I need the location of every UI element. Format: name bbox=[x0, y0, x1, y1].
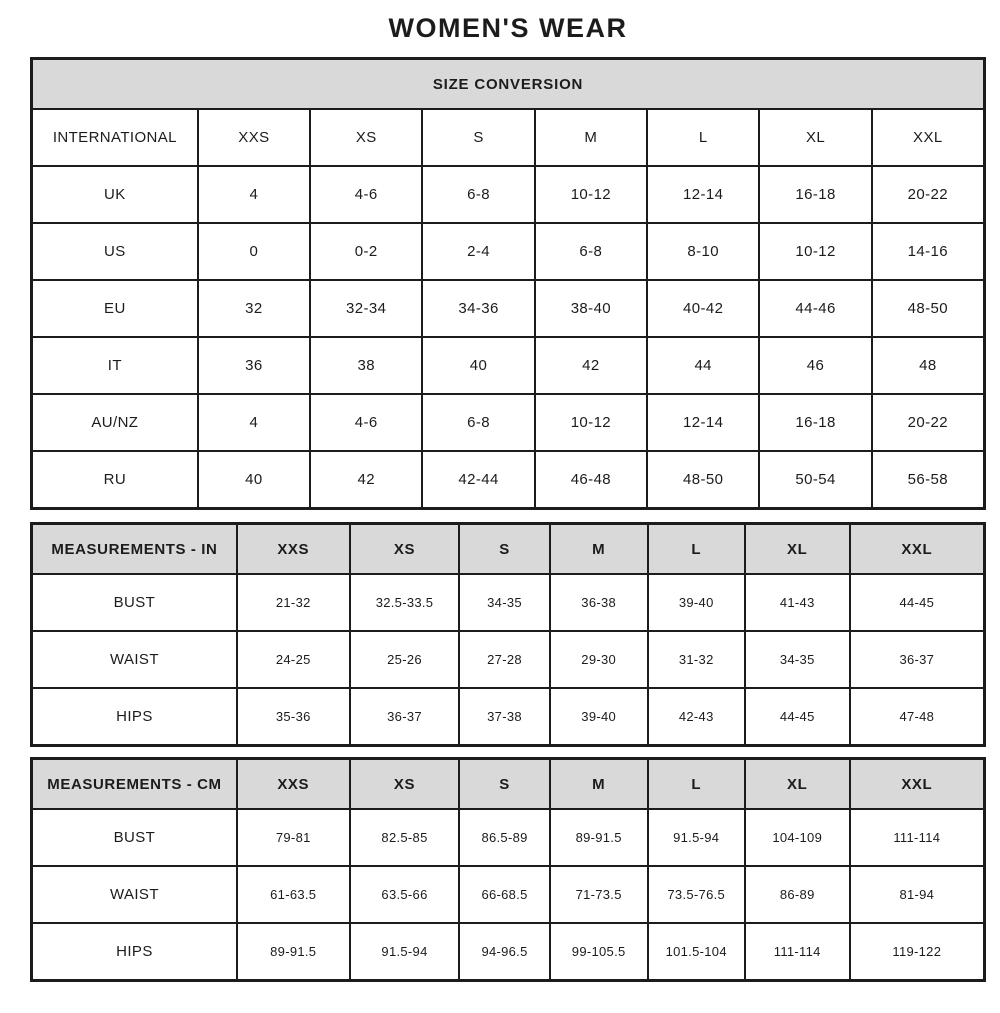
value-cell: 44-45 bbox=[851, 575, 983, 630]
row-label: WAIST bbox=[33, 867, 236, 922]
column-header-xl: XL bbox=[746, 525, 849, 573]
value-cell: 48-50 bbox=[648, 452, 758, 507]
value-cell: 14-16 bbox=[873, 224, 983, 279]
measurements-cm-header: MEASUREMENTS - CM bbox=[33, 760, 236, 808]
value-cell: 46-48 bbox=[536, 452, 646, 507]
column-header-xxs: XXS bbox=[238, 760, 349, 808]
value-cell: 42-43 bbox=[649, 689, 744, 744]
value-cell: 40 bbox=[423, 338, 533, 393]
column-header-xs: XS bbox=[311, 110, 421, 165]
value-cell: 2-4 bbox=[423, 224, 533, 279]
value-cell: 42 bbox=[311, 452, 421, 507]
value-cell: 44-46 bbox=[760, 281, 870, 336]
value-cell: 40 bbox=[199, 452, 309, 507]
value-cell: 82.5-85 bbox=[351, 810, 459, 865]
value-cell: 34-35 bbox=[746, 632, 849, 687]
row-label: BUST bbox=[33, 575, 236, 630]
value-cell: 24-25 bbox=[238, 632, 349, 687]
value-cell: 46 bbox=[760, 338, 870, 393]
value-cell: 4-6 bbox=[311, 167, 421, 222]
row-label: US bbox=[33, 224, 197, 279]
page-title: WOMEN'S WEAR bbox=[388, 13, 628, 43]
value-cell: 44-45 bbox=[746, 689, 849, 744]
value-cell: 31-32 bbox=[649, 632, 744, 687]
column-header-xl: XL bbox=[746, 760, 849, 808]
value-cell: 91.5-94 bbox=[351, 924, 459, 979]
column-header-l: L bbox=[649, 760, 744, 808]
value-cell: 27-28 bbox=[460, 632, 548, 687]
column-header-xxl: XXL bbox=[851, 525, 983, 573]
value-cell: 16-18 bbox=[760, 167, 870, 222]
value-cell: 4-6 bbox=[311, 395, 421, 450]
value-cell: 36-37 bbox=[351, 689, 459, 744]
value-cell: 32 bbox=[199, 281, 309, 336]
value-cell: 0-2 bbox=[311, 224, 421, 279]
value-cell: 10-12 bbox=[536, 395, 646, 450]
value-cell: 48-50 bbox=[873, 281, 983, 336]
size-chart-sheet bbox=[0, 13, 1000, 982]
value-cell: 42-44 bbox=[423, 452, 533, 507]
column-header-s: S bbox=[423, 110, 533, 165]
value-cell: 6-8 bbox=[423, 395, 533, 450]
value-cell: 56-58 bbox=[873, 452, 983, 507]
row-label: RU bbox=[33, 452, 197, 507]
value-cell: 35-36 bbox=[238, 689, 349, 744]
row-label: UK bbox=[33, 167, 197, 222]
value-cell: 20-22 bbox=[873, 167, 983, 222]
value-cell: 34-36 bbox=[423, 281, 533, 336]
value-cell: 10-12 bbox=[760, 224, 870, 279]
value-cell: 20-22 bbox=[873, 395, 983, 450]
value-cell: 119-122 bbox=[851, 924, 983, 979]
value-cell: 91.5-94 bbox=[649, 810, 744, 865]
value-cell: 81-94 bbox=[851, 867, 983, 922]
value-cell: 66-68.5 bbox=[460, 867, 548, 922]
column-header-s: S bbox=[460, 525, 548, 573]
value-cell: 44 bbox=[648, 338, 758, 393]
row-label: HIPS bbox=[33, 689, 236, 744]
value-cell: 40-42 bbox=[648, 281, 758, 336]
measurements-in-header: MEASUREMENTS - IN bbox=[33, 525, 236, 573]
column-header-xs: XS bbox=[351, 760, 459, 808]
value-cell: 6-8 bbox=[536, 224, 646, 279]
column-header-xs: XS bbox=[351, 525, 459, 573]
value-cell: 73.5-76.5 bbox=[649, 867, 744, 922]
value-cell: 36 bbox=[199, 338, 309, 393]
row-label: HIPS bbox=[33, 924, 236, 979]
value-cell: 36-37 bbox=[851, 632, 983, 687]
value-cell: 0 bbox=[199, 224, 309, 279]
value-cell: 37-38 bbox=[460, 689, 548, 744]
value-cell: 21-32 bbox=[238, 575, 349, 630]
value-cell: 4 bbox=[199, 395, 309, 450]
measurements-cm-table bbox=[30, 757, 986, 982]
value-cell: 4 bbox=[199, 167, 309, 222]
value-cell: 86.5-89 bbox=[460, 810, 548, 865]
column-header-xxl: XXL bbox=[873, 110, 983, 165]
column-header-xxs: XXS bbox=[238, 525, 349, 573]
value-cell: 6-8 bbox=[423, 167, 533, 222]
value-cell: 38 bbox=[311, 338, 421, 393]
size-conversion-table bbox=[30, 57, 986, 510]
value-cell: 79-81 bbox=[238, 810, 349, 865]
value-cell: 41-43 bbox=[746, 575, 849, 630]
row-label: EU bbox=[33, 281, 197, 336]
value-cell: 32.5-33.5 bbox=[351, 575, 459, 630]
value-cell: 47-48 bbox=[851, 689, 983, 744]
value-cell: 16-18 bbox=[760, 395, 870, 450]
value-cell: 94-96.5 bbox=[460, 924, 548, 979]
value-cell: 104-109 bbox=[746, 810, 849, 865]
row-label: WAIST bbox=[33, 632, 236, 687]
value-cell: 34-35 bbox=[460, 575, 548, 630]
column-header-l: L bbox=[648, 110, 758, 165]
value-cell: 39-40 bbox=[551, 689, 647, 744]
measurements-in-table bbox=[30, 522, 986, 747]
column-header-l: L bbox=[649, 525, 744, 573]
value-cell: 99-105.5 bbox=[551, 924, 647, 979]
column-header-m: M bbox=[551, 760, 647, 808]
row-label: BUST bbox=[33, 810, 236, 865]
column-header-m: M bbox=[551, 525, 647, 573]
value-cell: 12-14 bbox=[648, 167, 758, 222]
value-cell: 63.5-66 bbox=[351, 867, 459, 922]
value-cell: 48 bbox=[873, 338, 983, 393]
value-cell: 111-114 bbox=[851, 810, 983, 865]
value-cell: 12-14 bbox=[648, 395, 758, 450]
row-label: AU/NZ bbox=[33, 395, 197, 450]
value-cell: 36-38 bbox=[551, 575, 647, 630]
value-cell: 71-73.5 bbox=[551, 867, 647, 922]
column-header-xxs: XXS bbox=[199, 110, 309, 165]
value-cell: 38-40 bbox=[536, 281, 646, 336]
column-header-xxl: XXL bbox=[851, 760, 983, 808]
value-cell: 39-40 bbox=[649, 575, 744, 630]
value-cell: 61-63.5 bbox=[238, 867, 349, 922]
column-header-s: S bbox=[460, 760, 548, 808]
value-cell: 42 bbox=[536, 338, 646, 393]
value-cell: 8-10 bbox=[648, 224, 758, 279]
value-cell: 111-114 bbox=[746, 924, 849, 979]
column-header-international: INTERNATIONAL bbox=[33, 110, 197, 165]
value-cell: 29-30 bbox=[551, 632, 647, 687]
column-header-m: M bbox=[536, 110, 646, 165]
value-cell: 89-91.5 bbox=[551, 810, 647, 865]
value-cell: 10-12 bbox=[536, 167, 646, 222]
row-label: IT bbox=[33, 338, 197, 393]
value-cell: 101.5-104 bbox=[649, 924, 744, 979]
value-cell: 86-89 bbox=[746, 867, 849, 922]
size-conversion-header: SIZE CONVERSION bbox=[33, 60, 983, 108]
value-cell: 25-26 bbox=[351, 632, 459, 687]
value-cell: 89-91.5 bbox=[238, 924, 349, 979]
value-cell: 50-54 bbox=[760, 452, 870, 507]
value-cell: 32-34 bbox=[311, 281, 421, 336]
column-header-xl: XL bbox=[760, 110, 870, 165]
